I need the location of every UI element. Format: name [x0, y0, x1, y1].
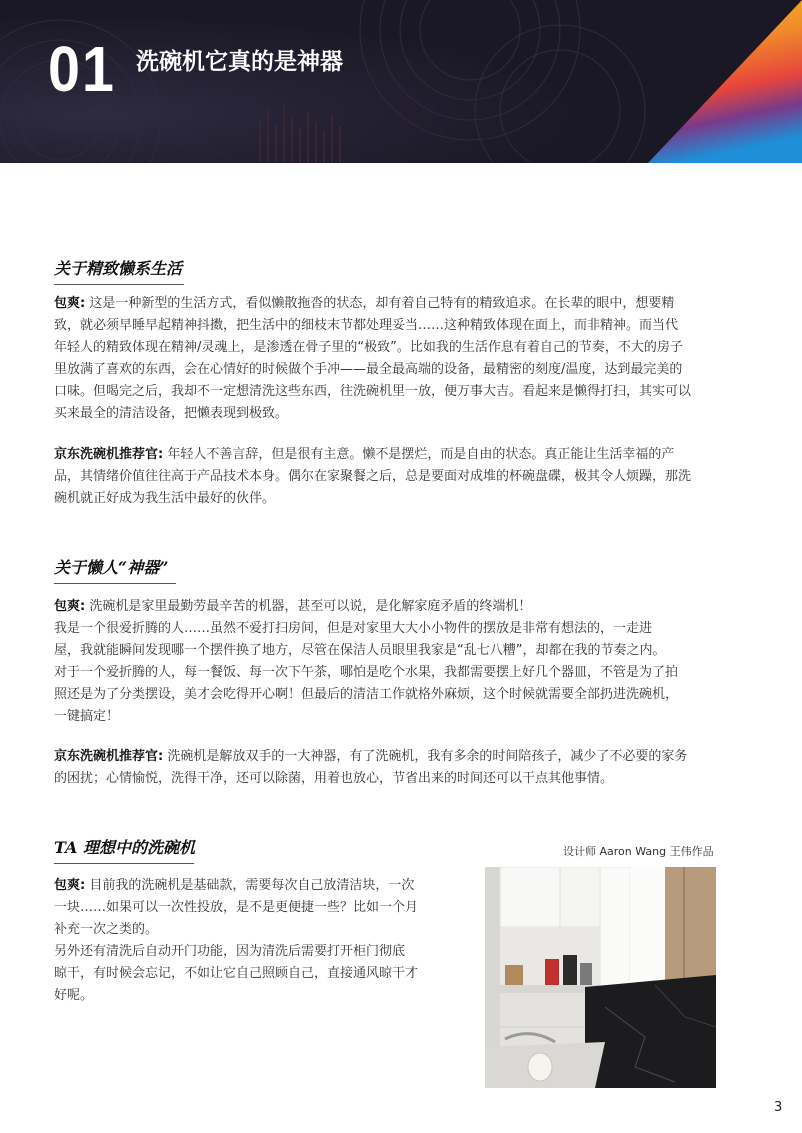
text-line: 我是一个很爱折腾的人……虽然不爱打扫房间，但是对家里大大小小物件的摆放是非常有想法的，一走进: [54, 621, 653, 636]
heading-underline: [54, 583, 176, 584]
header-banner: [0, 0, 802, 163]
kitchen-photo: [485, 867, 716, 1088]
text-line: 品，其情绪价值往往高于产品技术本身。偶尔在家聚餐之后，总是要面对成堆的杯碗盘碟，极其令人烦躁，那洗: [54, 469, 692, 484]
page-number: 3: [774, 1100, 783, 1115]
paragraph-jd-officer-2: [54, 746, 704, 790]
text-line: 口味。但喝完之后，我却不一定想清洗这些东西，往洗碗机里一放，便万事大吉。看起来是懒得打扫，其实可以: [54, 384, 692, 399]
banner-decoration: [0, 0, 802, 163]
text-line: 洗碗机是解放双手的一大神器，有了洗碗机，我有多余的时间陪孩子，减少了不必要的家务: [167, 749, 688, 764]
heading-underline: [54, 863, 194, 864]
text-line: 里放满了喜欢的东西，会在心情好的时候做个手冲——最全最高端的设备，最精密的刻度/温度，达到最完美的: [54, 362, 683, 377]
chapter-title: 洗碗机它真的是神器: [136, 49, 343, 75]
paragraph-baoshuang-1: [54, 293, 704, 425]
text-line: 好呢。: [54, 988, 94, 1003]
speaker-label: 京东洗碗机推荐官:: [54, 447, 164, 462]
heading-underline: [54, 284, 184, 285]
photo-caption: 设计师 Aaron Wang 王伟作品: [563, 845, 714, 858]
text-line: 碗机就正好成为我生活中最好的伙伴。: [54, 491, 276, 506]
text-line: 的困扰；心情愉悦，洗得干净，还可以除菌，用着也放心，节省出来的时间还可以干点其他事情。: [54, 771, 614, 786]
text-line: 照还是为了分类摆设，美才会吃得开心啊！但最后的清洁工作就格外麻烦，这个时候就需要全部扔进洗碗机，: [54, 687, 679, 702]
paragraph-baoshuang-2: [54, 596, 704, 728]
text-line: 年轻人不善言辞，但是很有主意。懒不是摆烂，而是自由的状态。真正能让生活幸福的产: [167, 447, 675, 462]
text-line: 一块……如果可以一次性投放，是不是更便捷一些？比如一个月: [54, 900, 419, 915]
text-line: 对于一个爱折腾的人，每一餐饭、每一次下午茶，哪怕是吃个水果，我都需要摆上好几个器皿，不管是为了拍: [54, 665, 679, 680]
text-line: 另外还有清洗后自动开门功能，因为清洗后需要打开柜门彻底: [54, 944, 406, 959]
text-line: 一键搞定！: [54, 709, 120, 724]
speaker-label: 包爽:: [54, 296, 86, 311]
speaker-label: 包爽:: [54, 878, 86, 893]
section-heading-lazy-gadget: 关于懒人“神器”: [54, 555, 168, 584]
text-line: 买来最全的清洁设备，把懒表现到极致。: [54, 406, 289, 421]
speaker-label: 京东洗碗机推荐官:: [54, 749, 164, 764]
text-line: 这是一种新型的生活方式，看似懒散拖沓的状态，却有着自己特有的精致追求。在长辈的眼中，想要精: [89, 296, 675, 311]
section-heading-ideal-dishwasher: TA 理想中的洗碗机: [54, 835, 195, 864]
paragraph-jd-officer-1: [54, 444, 704, 510]
paragraph-baoshuang-3: [54, 875, 459, 1007]
chapter-number: 01: [48, 33, 116, 105]
text-line: 晾干，有时候会忘记，不如让它自己照顾自己，直接通风晾干才: [54, 966, 419, 981]
text-line: 屋，我就能瞬间发现哪一个摆件换了地方，尽管在保洁人员眼里我家是“乱七八糟”，却都在我的节奏之内。: [54, 643, 666, 658]
kitchen-illustration: [485, 867, 716, 1088]
text-line: 致，就必须早睡早起精神抖擞，把生活中的细枝末节都处理妥当……这种精致体现在面上，而非精神。而当代: [54, 318, 679, 333]
text-line: 补充一次之类的。: [54, 922, 159, 937]
text-line: 年轻人的精致体现在精神/灵魂上，是渗透在骨子里的“极致”。比如我的生活作息有着自己的节奏，不大的房子: [54, 340, 683, 355]
text-line: 目前我的洗碗机是基础款，需要每次自己放清洁块，一次: [89, 878, 415, 893]
speaker-label: 包爽:: [54, 599, 86, 614]
text-line: 洗碗机是家里最勤劳最辛苦的机器，甚至可以说，是化解家庭矛盾的终端机！: [89, 599, 532, 614]
section-heading-lazy-life: 关于精致懒系生活: [54, 256, 182, 285]
